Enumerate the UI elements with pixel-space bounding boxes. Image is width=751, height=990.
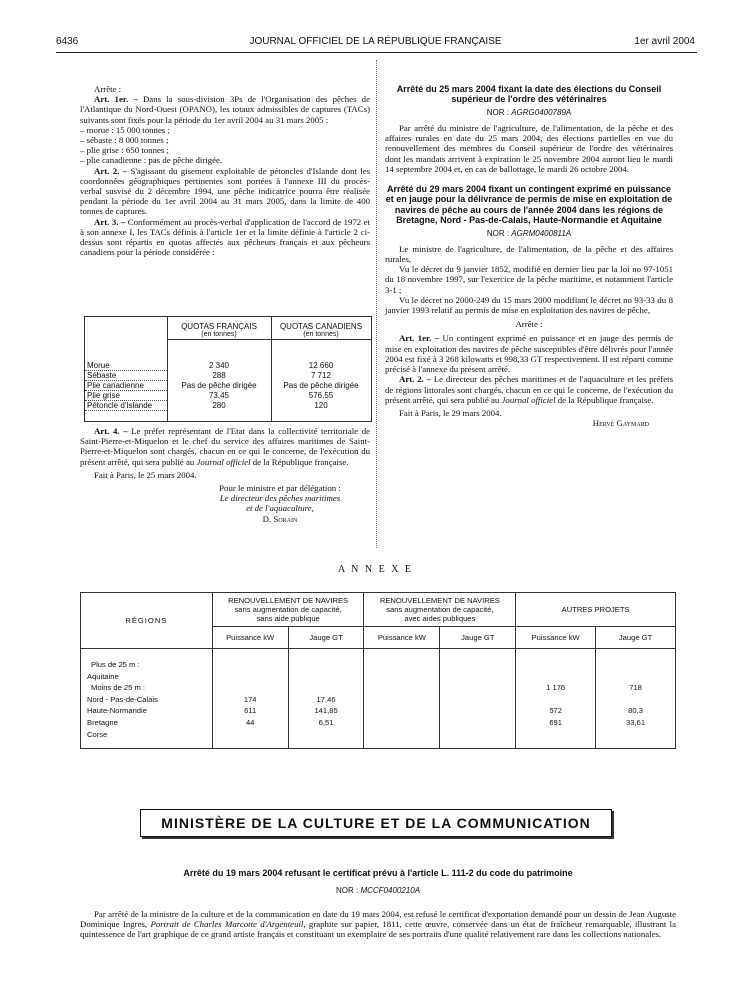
g2-gt-cell: [440, 649, 516, 749]
preamble: Vu le décret du 9 janvier 1852, modifié en dernier lieu par la loi no 97-1051 du 18 novembre 1997, sur l'exercice de la pêche maritime, et notamment l'article 3-1 ;: [385, 264, 673, 295]
group1-header: RENOUVELLEMENT DE NAVIRES sans augmentation de capacité, sans aide publique: [212, 593, 364, 627]
regions-header: RÉGIONS: [81, 593, 213, 649]
table-body-row: [81, 649, 676, 749]
done-at: Fait à Paris, le 25 mars 2004.: [94, 469, 197, 480]
article-label: Art. 4. –: [94, 426, 128, 436]
g1-kw-cell: 174 611 44: [212, 649, 288, 749]
ministry-title: MINISTÈRE DE LA CULTURE ET DE LA COMMUNICATION: [140, 809, 612, 837]
article-text: S'agissant du gisement exploitable de pétoncles d'Islande dont les coordonnées géographiques pertinentes sont portées à l'annexe III du procès-verbal susvisé du 2 décembre 1994, une pêche indicatrice pourra être réalisée pendant la période du 1er avril 2004 au 31 mars 2005, dans la limite de 400 tonnes de captures.: [80, 165, 371, 217]
g3-gt-cell: 718 80,3 33,61: [596, 649, 676, 749]
nor-reference: NOR : AGRM0400811A: [486, 228, 572, 238]
decree-title: Arrêté du 19 mars 2004 refusant le certificat prévu à l'article L. 111-2 du code du patrimoine: [183, 868, 573, 878]
nor-reference: NOR : MCCF0400210A: [335, 886, 421, 895]
group3-header: AUTRES PROJETS: [516, 593, 676, 627]
quota-table: [84, 316, 372, 422]
table-row: Sébaste 288 7 712: [87, 370, 332, 380]
preamble: Le ministre de l'agriculture, de l'alimentation, de la pêche et des affaires rurales,: [385, 243, 673, 265]
article-label: Art. 2. –: [94, 165, 128, 176]
group2-header: RENOUVELLEMENT DE NAVIRES sans augmentation de capacité, avec aides publiques: [364, 593, 516, 627]
left-column-end: [80, 426, 370, 524]
article-4: Art. 4. – Le préfet représentant de l'Etat dans la collectivité territoriale de Saint-Pierre-et-Miquelon et le chef du service des affaires maritimes de Saint-Pierre-et-Miquelon sont chargés, chacun en ce qui le concerne, de l'exécution du présent arrêté, qui sera publié au Journal officiel de la République française.: [80, 426, 370, 467]
g1-gt-cell: 17,46 141,85 6,51: [288, 649, 364, 749]
table-subheader-row: Puissance kW Jauge GT Puissance kW Jauge GT Puissance kW Jauge GT: [81, 627, 676, 649]
table-row: Plie grise 73,45 576,55: [87, 390, 334, 400]
list-item: – morue : 15 000 tonnes ;: [80, 124, 170, 135]
article-text: Conformément au procès-verbal d'application de l'accord de 1972 et à son annexe I, les TACs définis à l'article 1er et la limite définie à l'article 2 ci-dessus sont répartis en quotas affectés aux pêcheurs français et aux pêcheurs canadiens pour la période considérée :: [80, 216, 371, 258]
list-item: – plie canadienne : pas de pêche dirigée.: [80, 155, 223, 166]
decree-title: Arrêté du 25 mars 2004 fixant la date des élections du Conseil supérieur de l'ordre des vétérinaires: [396, 84, 662, 105]
preamble: Vu le décret no 2000-249 du 15 mars 2000 modifiant le décret no 93-33 du 8 janvier 1993 relatif au permis de mise en exploitation des navires de pêche,: [385, 294, 673, 316]
quota-rows: [85, 361, 371, 411]
page-number: 6436: [56, 36, 79, 47]
left-column: [80, 84, 370, 257]
g2-kw-cell: [364, 649, 440, 749]
article-3: [80, 217, 370, 258]
nor-reference: NOR : AGRG0400789A: [486, 107, 572, 117]
region-cell: Plus de 25 m : Aquitaine Moins de 25 m : Nord - Pas-de-Calais Haute-Normandie Bretagne Corse: [81, 649, 213, 749]
culture-decree-body: Par arrêté de la ministre de la culture et de la communication en date du 19 mars 2004, est refusé le certificat d'exportation demandé pour un dessin de Jean Auguste Dominique Ingres, Portrait de Charles Marcotte d'Argenteuil, graphite sur papier, 1811, cette œuvre, conservée dans un état de fraîcheur remarquable, illustrant la quintessence de l'art graphique de ce grand artiste français et constituant un exemplaire de ses portraits d'une qualité relativement rare dans les collections nationales.: [80, 909, 677, 940]
article-label: Art. 3. –: [94, 216, 126, 227]
article-2: Art. 2. – Le directeur des pêches maritimes et de l'aquaculture et les préfets de régions littorales sont chargés, chacun en ce qui le concerne, de l'exécution du présent arrêté, qui sera publié au Journal officiel de la République française.: [385, 374, 674, 405]
arrete-heading: Arrête :: [94, 84, 122, 94]
journal-title: JOURNAL OFFICIEL DE LA RÉPUBLIQUE FRANÇAISE: [249, 36, 502, 47]
header-rule: [56, 52, 697, 53]
table-header-row: [81, 593, 676, 627]
article-text: Dans la sous-division 3Ps de l'Organisation des pêches de l'Atlantique du Nord-Ouest (OPANO), les totaux admissibles de captures (TACs) suivants sont fixés pour la période du 1er avril 2004 au 31 mars 2005 :: [80, 94, 370, 125]
article-1: [80, 94, 370, 125]
artwork-title: Portrait de Charles Marcotte d'Argenteuil: [150, 919, 304, 930]
list-item: – sébaste : 8 000 tonnes ;: [80, 135, 169, 146]
decree-body: Par arrêté du ministre de l'agriculture, de l'alimentation, de la pêche et des affaires rurales en date du 25 mars 2004, des élections partielles en vue du renouvellement des membres du Conseil supérieur de l'ordre des vétérinaires dont les mandats arrivent à expiration le 25 novembre 2004 auront lieu le mardi 14 septembre 2004 et, en cas de ballottage, le mardi 26 octobre 2004.: [385, 123, 673, 174]
issue-date: 1er avril 2004: [634, 36, 695, 47]
quota-fr-header: QUOTAS FRANÇAIS (en tonnes): [181, 322, 257, 338]
article-2: [80, 166, 370, 217]
quota-ca-header: QUOTAS CANADIENS (en tonnes): [279, 322, 363, 338]
article-1: Art. 1er. – Un contingent exprimé en puissance et en jauge des permis de mise en exploitation des navires de pêche susceptibles d'être délivrés pour l'année 2004 est fixé à 3 268 kilowatts et 998,33 GT respectivement. Il est réparti comme précisé à l'annexe du présent arrêté.: [385, 333, 673, 375]
signatory-name: D. Sorain: [262, 513, 298, 524]
decree-title: Arrêté du 29 mars 2004 fixant un contingent exprimé en puissance et en jauge pour la délivrance de permis de mise en exploitation de navires de pêche au cours de l'année 2004 dans les régions de Bretagne, Nord - Pas-de-Calais, Haute-Normandie et Aquitaine: [385, 184, 673, 226]
article-label: Art. 1er. –: [94, 94, 138, 105]
annexe-title: A N N E X E: [337, 564, 414, 575]
done-at: Fait à Paris, le 29 mars 2004.: [399, 407, 502, 418]
signatory-name: Hervé Gaymard: [592, 418, 649, 429]
table-row: Plie canadienne Pas de pêche dirigée Pas de pêche dirigée: [87, 380, 359, 390]
column-separator: [376, 60, 377, 548]
list-item: – plie grise : 650 tonnes ;: [80, 145, 169, 156]
right-column: [385, 84, 673, 428]
arrete-heading: Arrête :: [515, 319, 543, 330]
annexe-table: [80, 592, 676, 749]
table-row: Morue 2 340 12 660: [87, 361, 334, 370]
g3-kw-cell: 1 176 572 691: [516, 649, 596, 749]
table-row: Pétoncle d'Islande 280 120: [87, 400, 328, 410]
signature-block: Pour le ministre et par délégation : Le directeur des pêches maritimes et de l'aquaculture, D. Sorain: [190, 483, 370, 524]
